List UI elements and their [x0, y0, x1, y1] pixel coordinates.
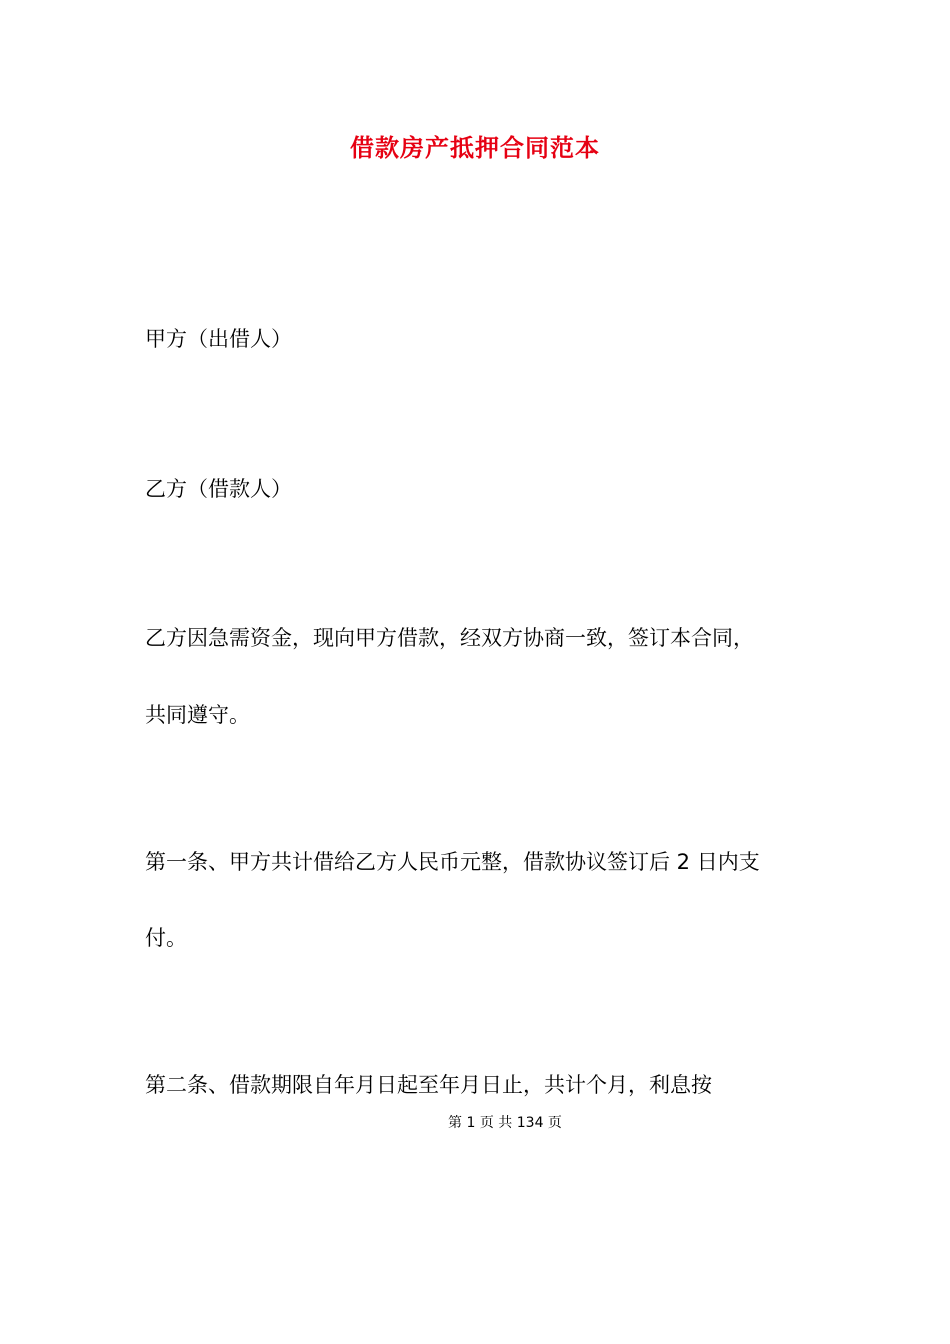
preamble-line-2: 共同遵守。	[145, 703, 250, 727]
article-1-line-2: 付。	[145, 926, 187, 950]
article-1-line-1: 第一条、甲方共计借给乙方人民币元整，借款协议签订后 2 日内支	[145, 850, 760, 874]
page-number-footer: 第 1 页 共 134 页	[448, 1115, 562, 1131]
document-title: 借款房产抵押合同范本	[350, 134, 600, 162]
article-2-line-1: 第二条、借款期限自年月日起至年月日止，共计个月，利息按	[145, 1073, 712, 1097]
party-b-line: 乙方（借款人）	[145, 477, 292, 501]
party-a-line: 甲方（出借人）	[145, 327, 292, 351]
preamble-line-1: 乙方因急需资金，现向甲方借款，经双方协商一致，签订本合同，	[145, 626, 754, 650]
